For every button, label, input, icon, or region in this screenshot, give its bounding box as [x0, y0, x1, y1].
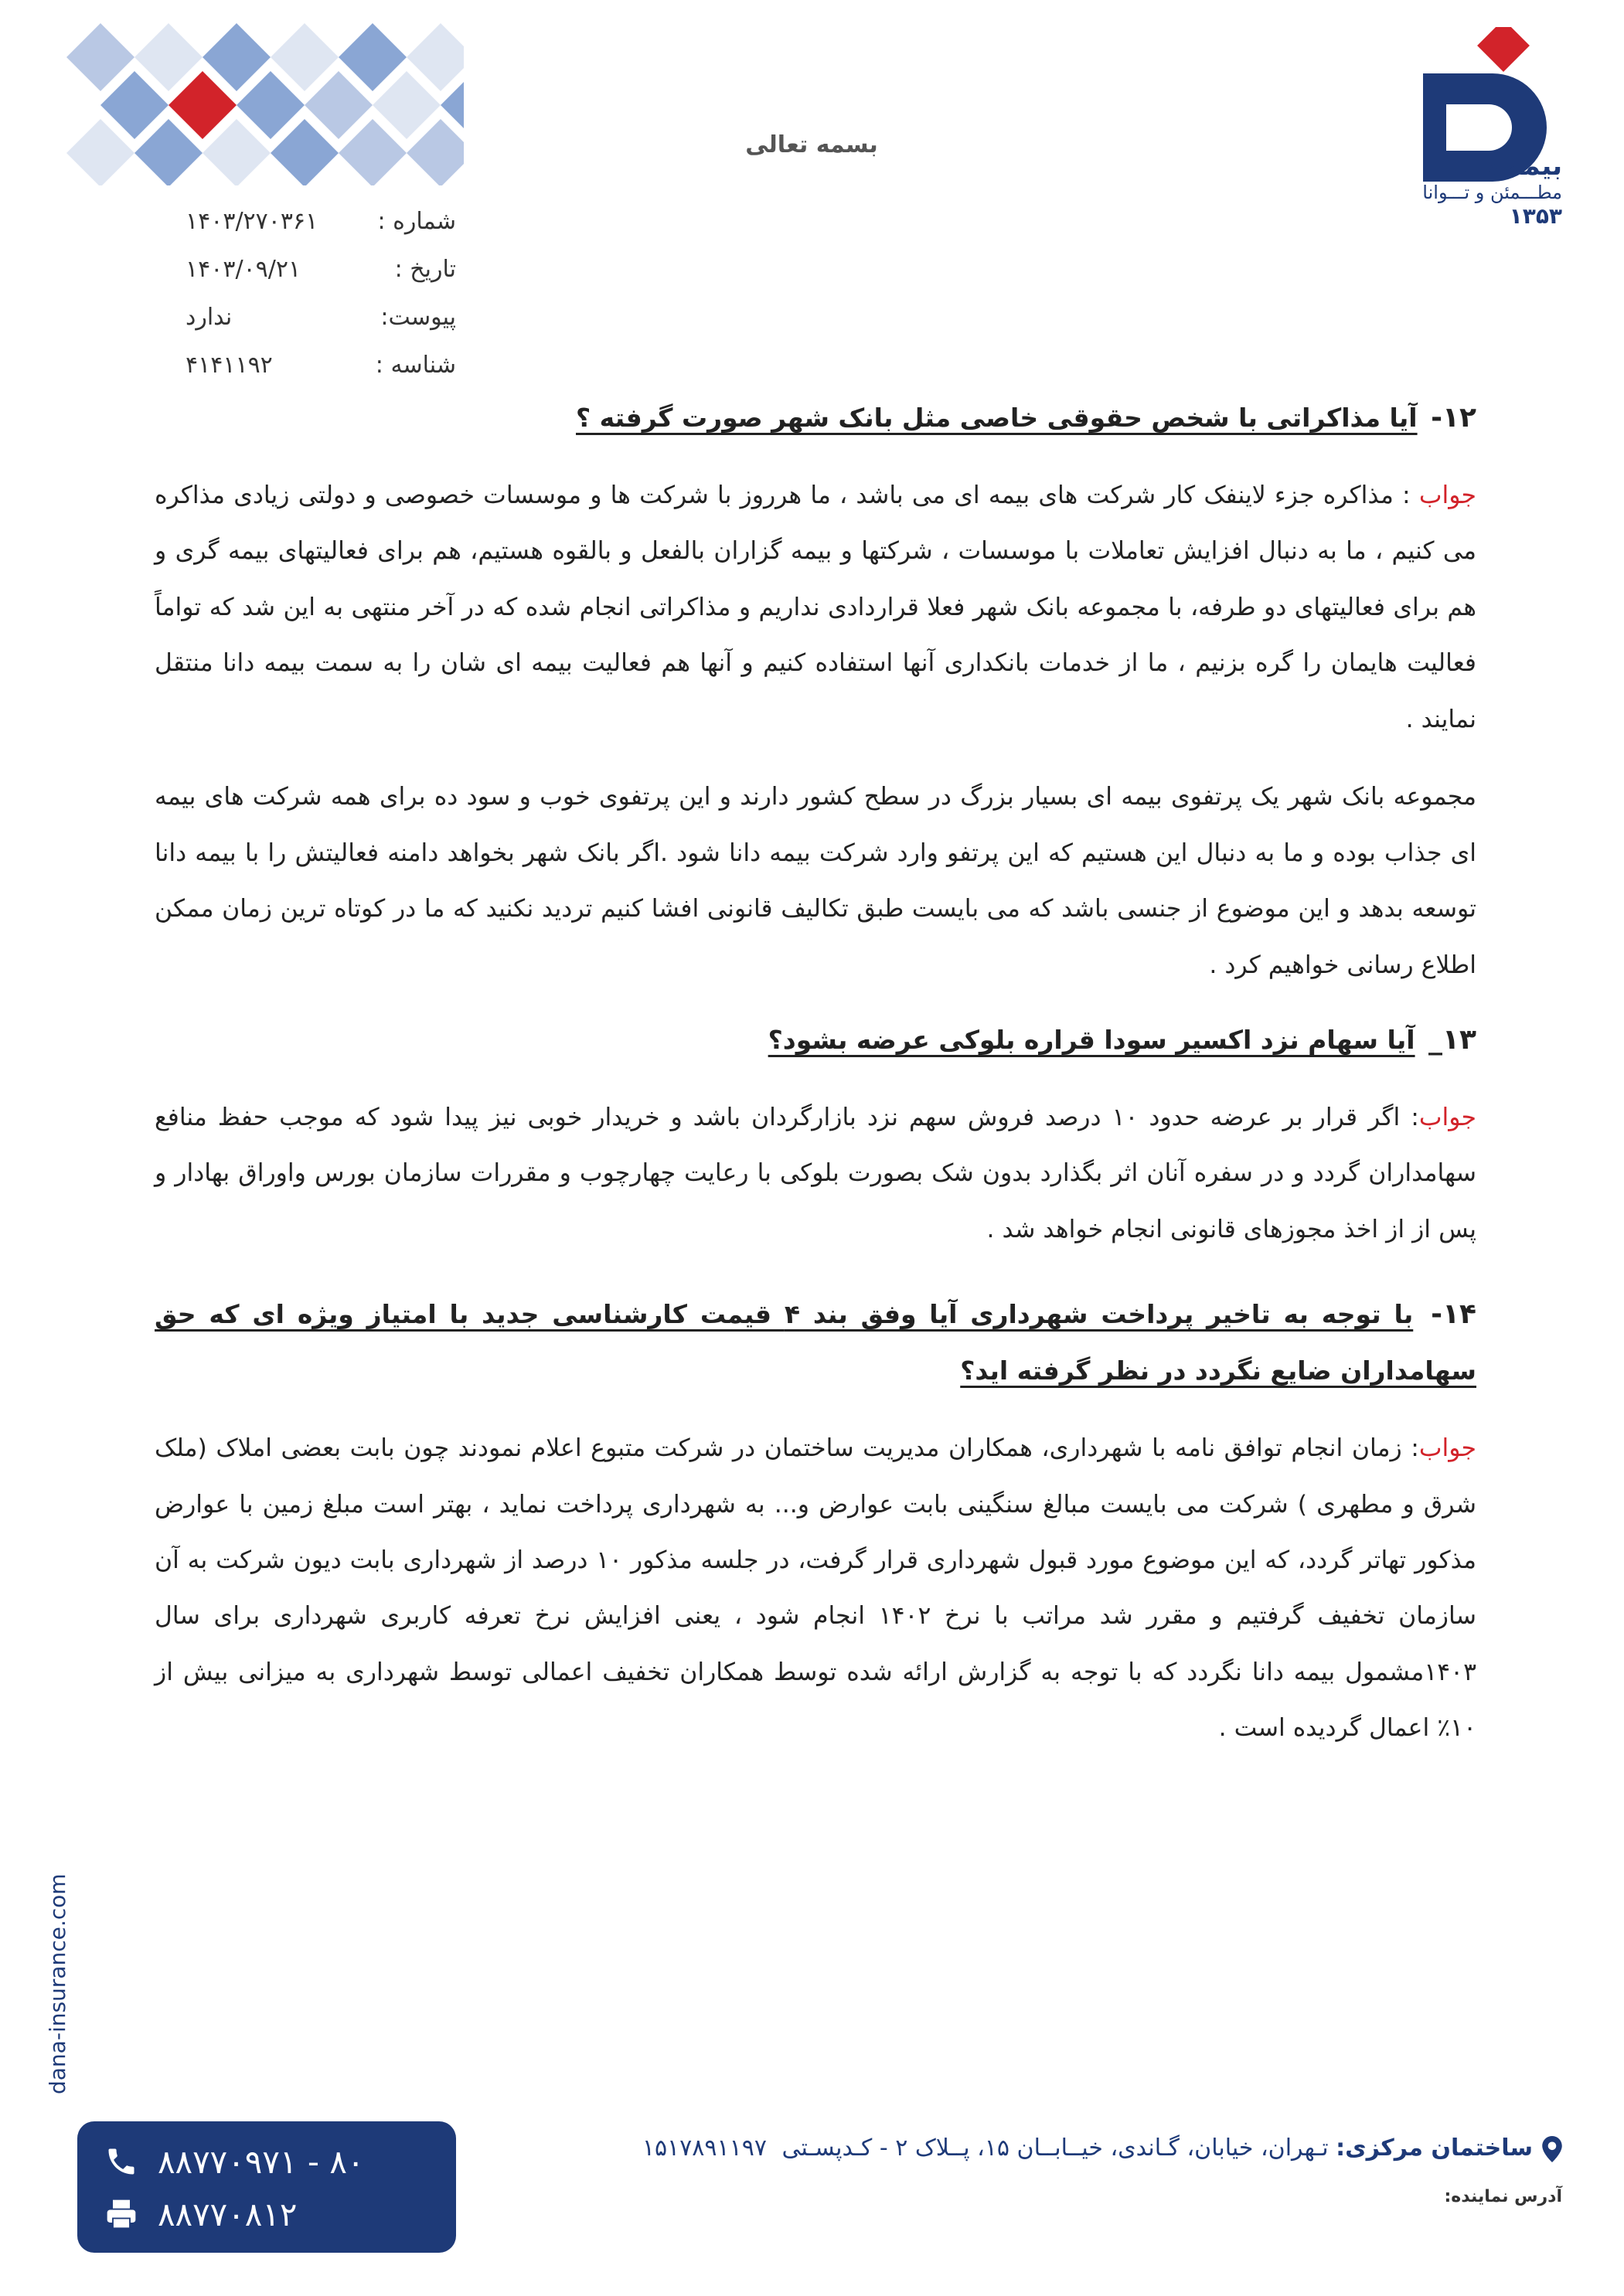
- answer-14-paragraph: [155, 1420, 1476, 1757]
- question-number: ۱۴-: [1431, 1298, 1477, 1331]
- website-link[interactable]: dana-insurance.com: [45, 1873, 70, 2094]
- basmala-heading: بسمه تعالی: [745, 131, 878, 158]
- answer-13-paragraph: [155, 1090, 1476, 1257]
- mosaic-tile: [271, 119, 339, 185]
- mosaic-tile: [134, 23, 203, 91]
- meta-label: شماره :: [377, 207, 456, 235]
- mosaic-tile: [339, 23, 407, 91]
- answer-12-paragraph-2: مجموعه بانک شهر یک پرتفوی بیمه ای بسیار بزرگ در سطح کشور دارند و این پرتفوی خوب و سود ده برای همه شرکت های بیمه ای جذاب بوده و ما به دنبال این هستیم که این پرتفو وارد شرکت بیمه دانا شود .اگر بانک شهر بخواهد دامنه فعالیتش را با بیمه دانا توسعه بدهد و این موضوع از جنسی باشد که می بایست طبق تکالیف قانونی افشا کنیم تردید نکنید که ما در کوتاه ترین زمان ممکن اطلاع رسانی خواهیم کرد .: [155, 783, 1476, 979]
- meta-attachment: [178, 293, 456, 341]
- phone-row: [104, 2138, 444, 2185]
- logo-slogan: مطـــمئن و تـــوانا: [1422, 182, 1562, 203]
- mosaic-tile: [66, 23, 134, 91]
- mosaic-tile: [339, 119, 407, 185]
- answer-12-paragraph-1: [155, 468, 1476, 747]
- meta-value: ندارد: [186, 303, 233, 331]
- mosaic-tile: [305, 71, 373, 139]
- mosaic-tile: [203, 119, 271, 185]
- website-vertical-text: [45, 1873, 76, 2125]
- question-text: آیا مذاکراتی با شخص حقوقی خاصی مثل بانک شهر صورت گرفته ؟: [576, 403, 1418, 433]
- question-text: با توجه به تاخیر پرداخت شهرداری آیا وفق بند ۴ قیمت کارشناسی جدید با امتیاز ویژه ای که حق سهامداران ضایع نگردد در نظر گرفته اید؟: [155, 1299, 1476, 1386]
- phone-icon: [104, 2145, 138, 2179]
- meta-label: شناسه :: [375, 351, 456, 379]
- question-13: [155, 1024, 1476, 1056]
- mosaic-tile: [100, 71, 169, 139]
- question-number: ۱۲-: [1431, 402, 1476, 434]
- meta-label: تاریخ :: [394, 255, 456, 283]
- mosaic-tile: [66, 119, 134, 185]
- meta-date: [178, 245, 456, 293]
- meta-value: ۱۴۰۳/۲۷۰۳۶۱: [186, 207, 318, 235]
- address-text: تـهران، خیابان، گـاندی، خیــابــان ۱۵، پــلاک ۲ - کـدپسـتی: [781, 2134, 1336, 2162]
- address-line: [604, 2134, 1562, 2162]
- answer-text: : زمان انجام توافق نامه با شهرداری، همکاران مدیریت ساختمان در شرکت متبوع اعلام نمودند چون بابت بعضی املاک (ملک شرق و مطهری ) شرکت می بایست مبالغ سنگینی بابت عوارض و... به شهرداری پرداخت نماید ، بهتر است مبلغ زمین با عوارض مذکور تهاتر گردد، که این موضوع مورد قبول شهرداری قرار گرفت، در جلسه مذکور ۱۰ درصد از شهرداری بابت دیون شرکت به آن سازمان تخفیف گرفتیم و مقرر شد مراتب با نرخ ۱۴۰۲ انجام شود ، یعنی افزایش نرخ تعرفه کاربری شهرداری برای سال ۱۴۰۳مشمول بیمه دانا نگردد که با توجه به گزارش ارائه شده توسط همکاران تخفیف اعمالی توسط شهرداری به میزانی بیش از ۱۰٪ اعمال گردیده است .: [155, 1434, 1477, 1743]
- question-14: [155, 1285, 1476, 1397]
- mosaic-tile: [203, 23, 271, 91]
- contact-box: [77, 2121, 456, 2253]
- meta-value: ۱۴۰۳/۰۹/۲۱: [186, 255, 301, 283]
- answer-label: جواب: [1418, 1434, 1476, 1463]
- logo-name: بیمه دانا: [1456, 151, 1562, 182]
- meta-value: ۴۱۴۱۱۹۲: [186, 351, 273, 379]
- mosaic-tile: [237, 71, 305, 139]
- mosaic-tile: [271, 23, 339, 91]
- postal-code: ۱۵۱۷۸۹۱۱۹۷: [642, 2134, 767, 2162]
- fax-icon: [104, 2197, 138, 2231]
- phone-number[interactable]: ۸۸۷۷۰۹۷۱ - ۸۰: [158, 2142, 365, 2181]
- answer-text: : مذاکره جزء لاینفک کار شرکت های بیمه ای می باشد ، ما هرروز با شرکت ها و موسسات خصوصی و دولتی زیادی مذاکره می کنیم ، ما به دنبال افزایش تعاملات با موسسات ، شرکتها و بیمه گزاران بالفعل و بالقوه هستیم، هم برای فعالیتهای بیمه گری و هم برای فعالیتهای دو طرفه، با مجموعه بانک شهر فعلا قراردادی نداریم و مذاکراتی انجام شده که در آخر منتهی به این شد که تواماً فعالیت هایمان را گره بزنیم ، ما از خدمات بانکداری آنها استفاده کنیم و آنها هم فعالیت بیمه ای شان را به سمت بیمه دانا منتقل نمایند .: [155, 481, 1476, 733]
- fax-number[interactable]: ۸۸۷۷۰۸۱۲: [158, 2195, 298, 2233]
- logo-text: [1408, 151, 1562, 229]
- mosaic-tile: [134, 119, 203, 185]
- letter-meta: [178, 197, 456, 389]
- question-12: [155, 402, 1476, 434]
- logo-year: ۱۳۵۳: [1509, 203, 1562, 229]
- fax-row: [104, 2191, 444, 2237]
- question-text: آیا سهام نزد اکسیر سودا قراره بلوکی عرضه بشود؟: [768, 1024, 1415, 1055]
- meta-number: [178, 197, 456, 245]
- question-number: ۱۳_: [1428, 1023, 1476, 1056]
- answer-label: جواب: [1418, 1103, 1476, 1131]
- address-label: ساختمان مرکزی:: [1336, 2134, 1533, 2162]
- answer-text: : اگر قرار بر عرضه حدود ۱۰ درصد فروش سهم نزد بازارگردان باشد و خریدار خوبی نیز پیدا شود که موجب حفظ منافع سهامداران گردد و در سفره آنان اثر بگذارد بدون شک بصورت بلوکی با رعایت چهارچوب و مقررات سازمان بورس واوراق بهادار و پس از از اخذ مجوزهای قانونی انجام خواهد شد .: [155, 1103, 1476, 1243]
- location-pin-icon: [1542, 2136, 1562, 2162]
- mosaic-tile: [373, 71, 441, 139]
- representative-address-label: آدرس نماینده:: [1444, 2187, 1562, 2206]
- decorative-diamond-mosaic: [62, 23, 464, 185]
- answer-label: جواب: [1418, 481, 1476, 509]
- letter-body: [155, 402, 1476, 1757]
- meta-id: [178, 341, 456, 389]
- meta-label: پیوست:: [380, 303, 456, 331]
- mosaic-tile: [169, 71, 237, 139]
